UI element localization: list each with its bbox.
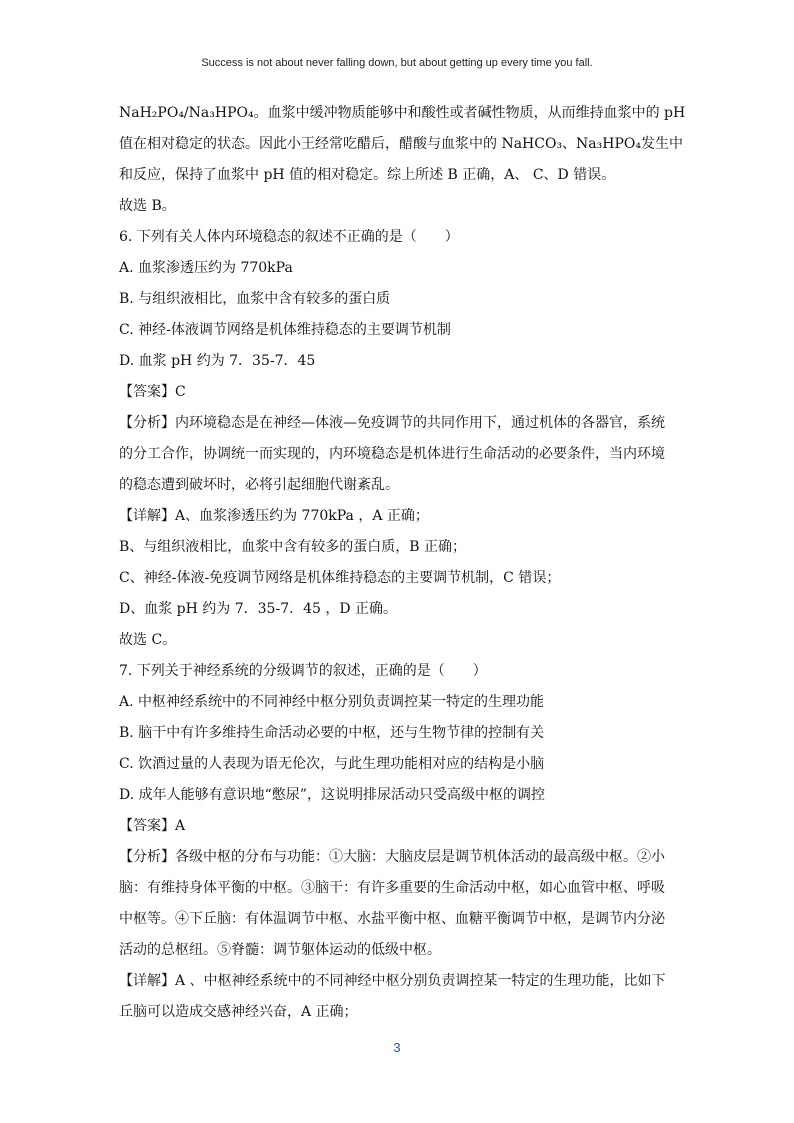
question-7-stem: 7. 下列关于神经系统的分级调节的叙述，正确的是（ ）: [119, 663, 487, 679]
question-7-answer: 【答案】A: [119, 818, 186, 834]
question-6-option-c: C. 神经-体液调节网络是机体维持稳态的主要调节机制: [119, 322, 451, 338]
question-7-analysis: 中枢等。④下丘脑：有体温调节中枢、水盐平衡中枢、血糖平衡调节中枢，是调节内分泌: [119, 911, 665, 927]
text-line: 和反应，保持了血浆中 pH 值的相对稳定。综上所述 B 正确，A、 C、D 错误。: [119, 167, 616, 183]
question-6-choice: 故选 C。: [119, 632, 177, 648]
page-header-motto: Success is not about never falling down, but about getting up every time you fall.: [201, 57, 593, 69]
question-6-explanation: 【详解】A、血浆渗透压约为 770kPa ，A 正确；: [119, 508, 429, 524]
question-6-answer: 【答案】C: [119, 384, 186, 400]
text-line: 值在相对稳定的状态。因此小王经常吃醋后，醋酸与血浆中的 NaHCO₃、Na₃HPO₄发生中: [119, 136, 683, 152]
question-7-analysis: 【分析】各级中枢的分布与功能：①大脑：大脑皮层是调节机体活动的最高级中枢。②小: [119, 849, 665, 865]
question-6-stem: 6. 下列有关人体内环境稳态的叙述不正确的是（ ）: [119, 229, 459, 245]
question-6-option-a: A. 血浆渗透压约为 770kPa: [119, 260, 293, 276]
question-6-analysis: 的稳态遭到破坏时，必将引起细胞代谢紊乱。: [119, 477, 399, 493]
question-6-explanation: D、血浆 pH 约为 7．35-7．45 ，D 正确。: [119, 601, 398, 617]
question-6-analysis: 的分工合作，协调统一而实现的，内环境稳态是机体进行生命活动的必要条件，当内环境: [119, 446, 665, 462]
question-6-explanation: B、与组织液相比，血浆中含有较多的蛋白质，B 正确；: [119, 539, 467, 555]
question-6-option-b: B. 与组织液相比，血浆中含有较多的蛋白质: [119, 291, 391, 307]
text-line: NaH₂PO₄/Na₃HPO₄。血浆中缓冲物质能够中和酸性或者碱性物质，从而维持血浆中的 pH: [119, 105, 686, 121]
question-7-option-d: D. 成年人能够有意识地“憋尿”，这说明排尿活动只受高级中枢的调控: [119, 787, 545, 803]
question-7-explanation: 【详解】A 、中枢神经系统中的不同神经中枢分别负责调控某一特定的生理功能，比如下: [119, 973, 666, 989]
question-7-option-c: C. 饮酒过量的人表现为语无伦次，与此生理功能相对应的结构是小脑: [119, 756, 545, 772]
question-6-explanation: C、神经-体液-免疫调节网络是机体维持稳态的主要调节机制，C 错误；: [119, 570, 561, 586]
question-7-explanation: 丘脑可以造成交感神经兴奋，A 正确；: [119, 1004, 358, 1020]
document-body: [119, 98, 686, 1028]
question-7-option-b: B. 脑干中有许多维持生命活动必要的中枢，还与生物节律的控制有关: [119, 725, 545, 741]
text-line: 故选 B。: [119, 198, 176, 214]
question-7-analysis: 脑：有维持身体平衡的中枢。③脑干：有许多重要的生命活动中枢，如心血管中枢、呼吸: [119, 880, 665, 896]
question-6-option-d: D. 血浆 pH 约为 7．35-7．45: [119, 353, 316, 369]
question-7-analysis: 活动的总枢纽。⑤脊髓：调节躯体运动的低级中枢。: [119, 942, 441, 958]
page-number: 3: [393, 1040, 401, 1055]
question-6-analysis: 【分析】内环境稳态是在神经—体液—免疫调节的共同作用下，通过机体的各器官，系统: [119, 415, 665, 431]
question-7-option-a: A. 中枢神经系统中的不同神经中枢分别负责调控某一特定的生理功能: [119, 694, 545, 710]
